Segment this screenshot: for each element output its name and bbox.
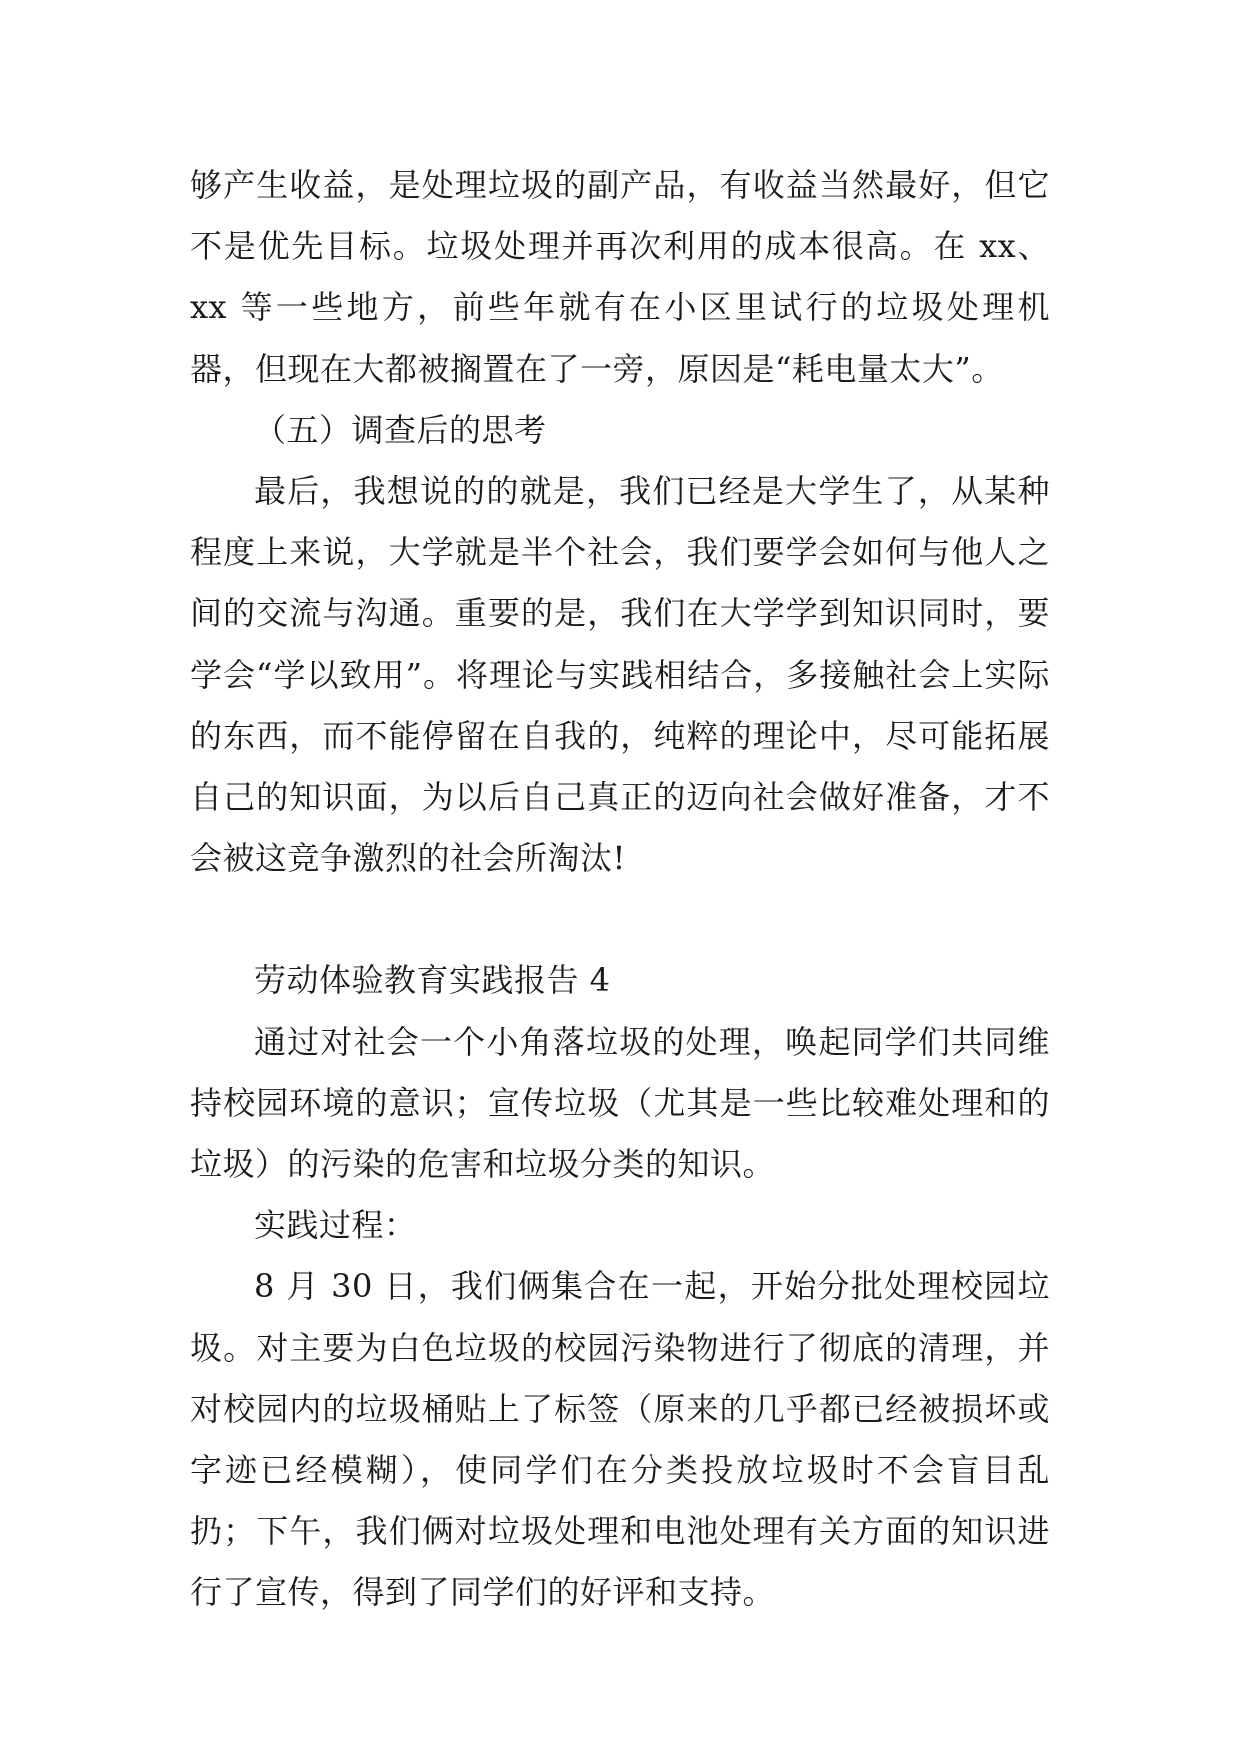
process-heading: 实践过程：	[254, 1206, 417, 1245]
paragraph-conclusion: 最后，我想说的的就是，我们已经是大学生了，从某种程度上来说，大学就是半个社会，我们要学会如何与他人之间的交流与沟通。重要的是，我们在大学学到知识同时，要学会“学以致用”。将理论与实践相结合，多接触社会上实际的东西，而不能停留在自我的，纯粹的理论中，尽可能拓展自己的知识面，为以后自己真正的迈向社会做好准备，才不会被这竞争激烈的社会所淘汰!	[190, 472, 1050, 878]
paragraph-purpose: 通过对社会一个小角落垃圾的处理，唤起同学们共同维持校园环境的意识；宣传垃圾（尤其是一些比较难处理和的垃圾）的污染的危害和垃圾分类的知识。	[190, 1022, 1050, 1184]
paragraph-continued: 够产生收益，是处理垃圾的副产品，有收益当然最好，但它不是优先目标。垃圾处理并再次利用的成本很高。在 xx、xx 等一些地方，前些年就有在小区里试行的垃圾处理机器，但现在大都被搁置在了一旁，原因是“耗电量太大”。	[190, 166, 1050, 388]
report-title: 劳动体验教育实践报告 4	[254, 961, 611, 1000]
document-body	[190, 155, 1050, 1624]
section-heading-reflection: （五）调查后的思考	[254, 410, 547, 449]
paragraph-gap	[190, 889, 1050, 950]
paragraph-process: 8 月 30 日，我们俩集合在一起，开始分批处理校园垃圾。对主要为白色垃圾的校园污染物进行了彻底的清理，并对校园内的垃圾桶贴上了标签（原来的几乎都已经被损坏或字迹已经模糊），使同学们在分类投放垃圾时不会盲目乱扔；下午，我们俩对垃圾处理和电池处理有关方面的知识进行了宣传，得到了同学们的好评和支持。	[190, 1267, 1050, 1612]
